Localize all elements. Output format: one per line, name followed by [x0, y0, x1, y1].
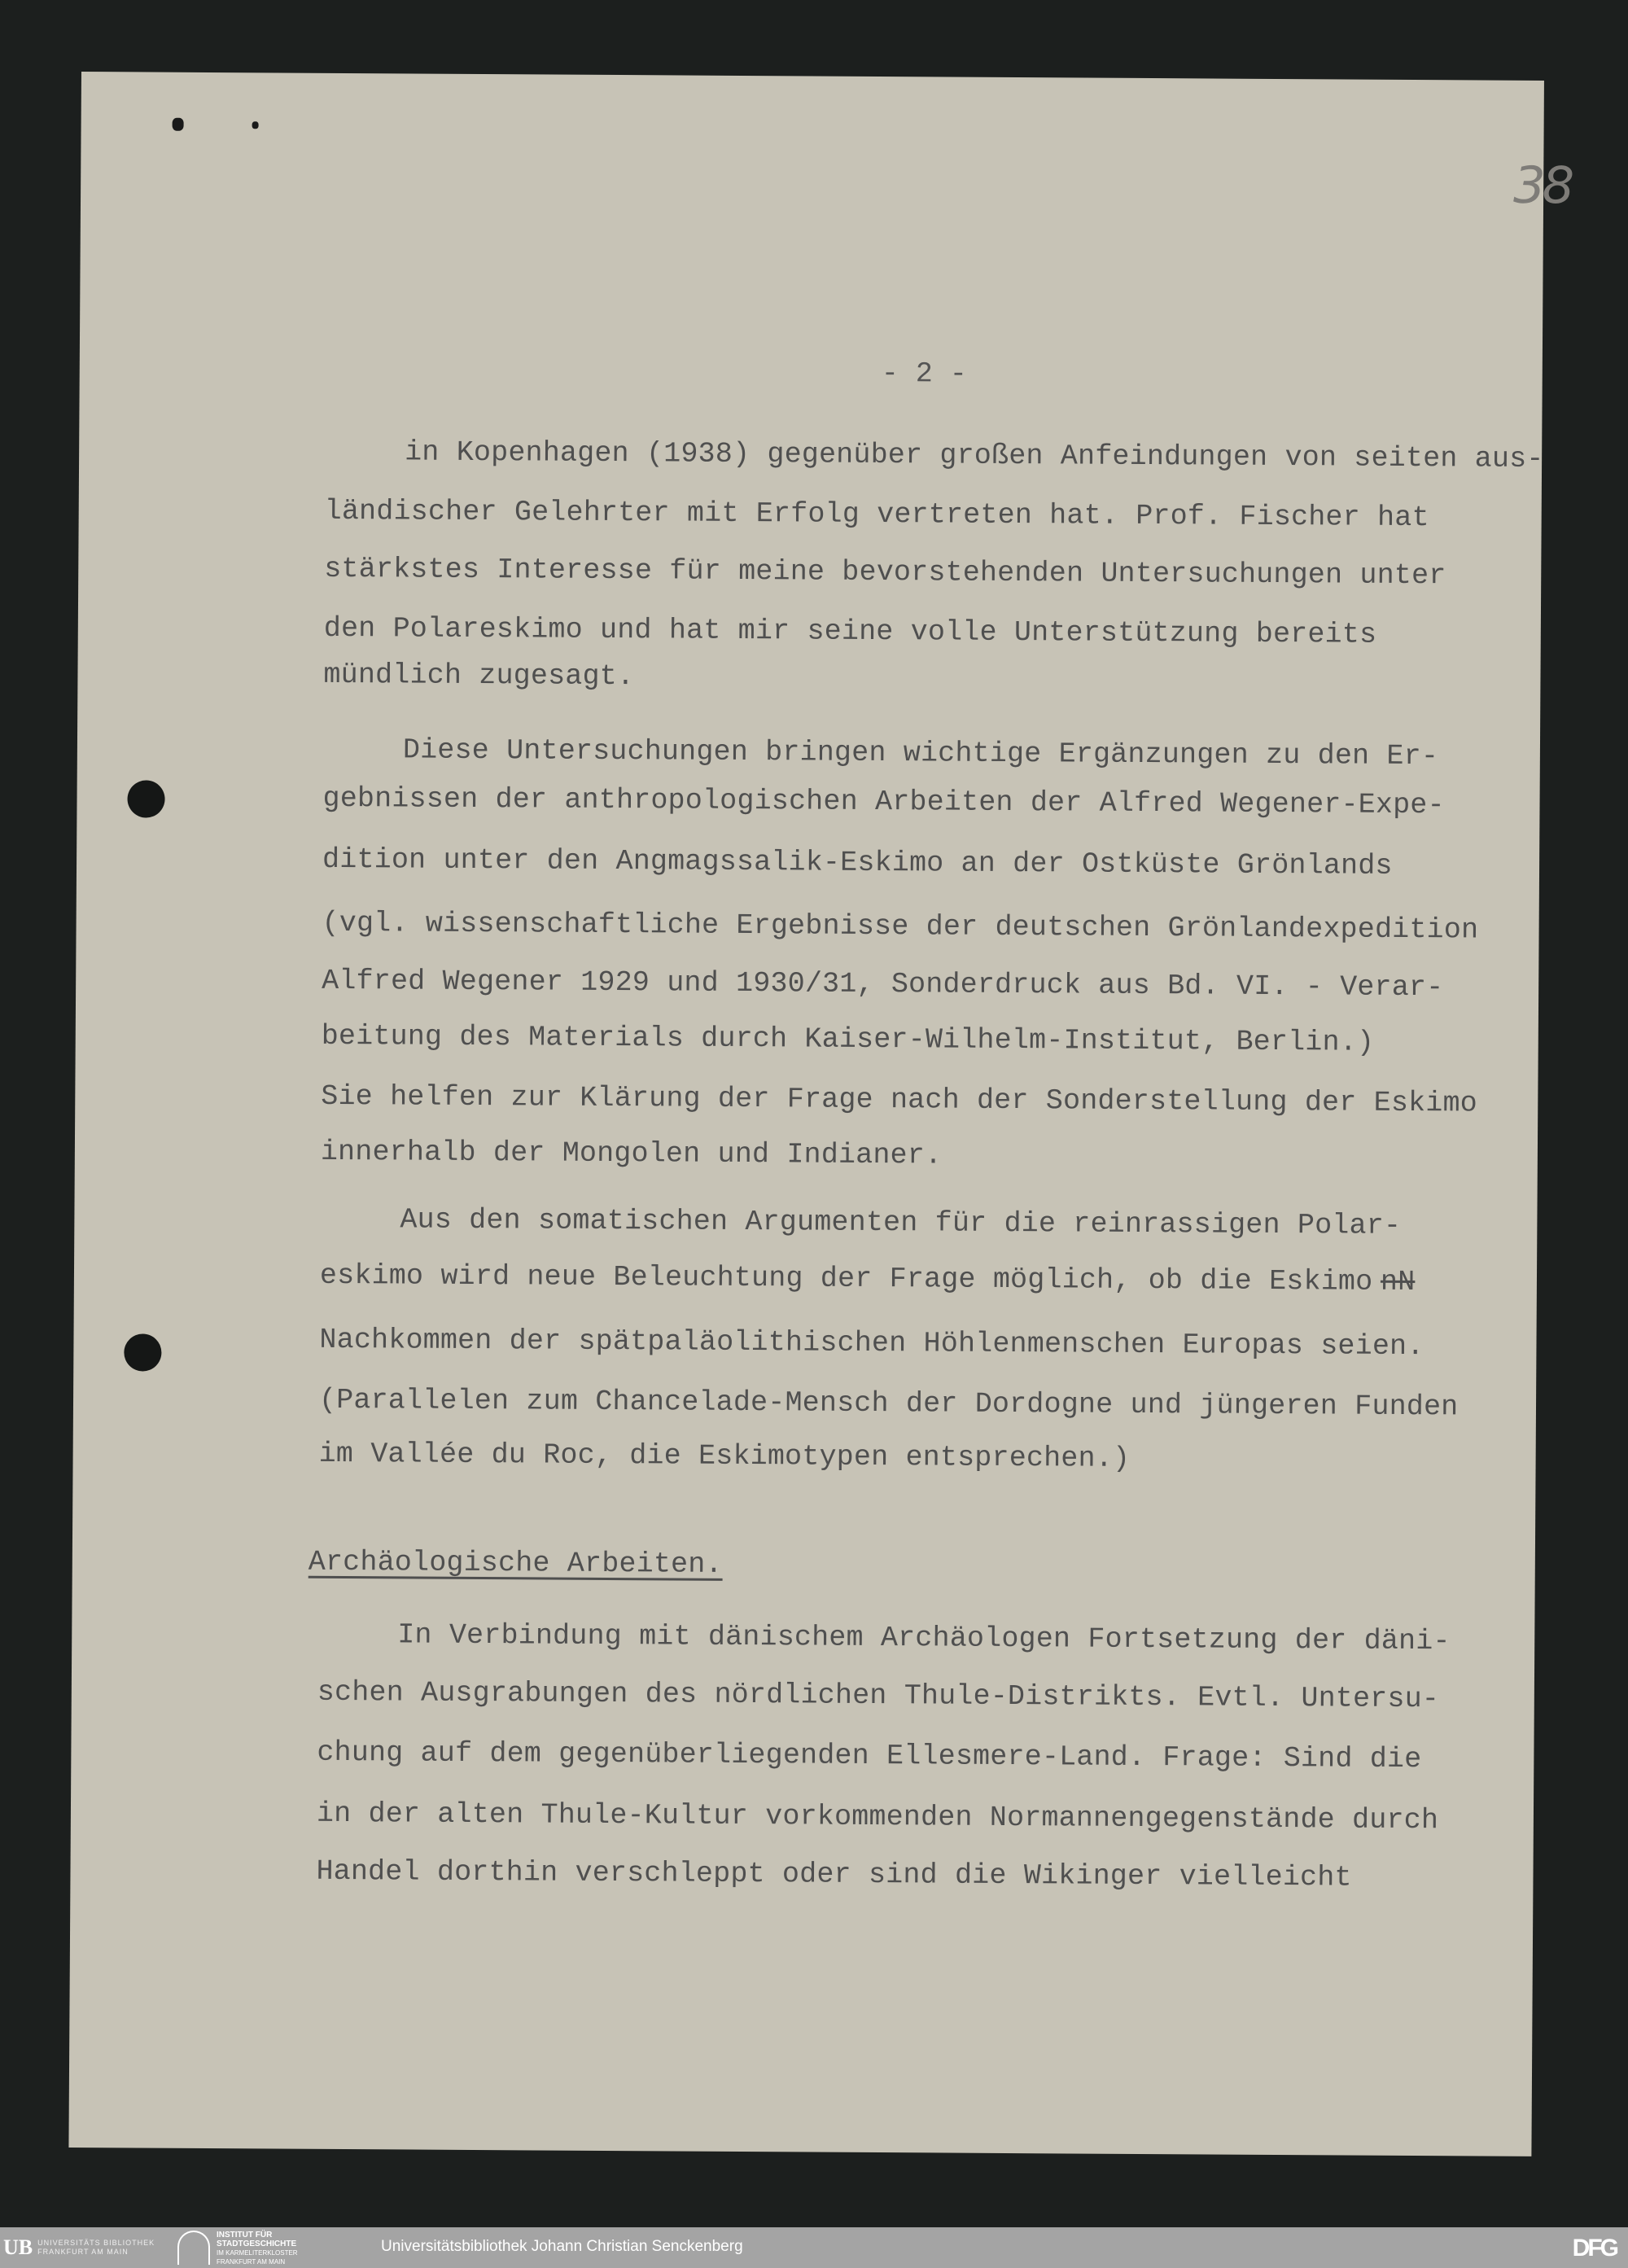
ub-name: UNIVERSITÄTS BIBLIOTHEK: [37, 2239, 155, 2247]
text-line: chung auf dem gegenüberliegenden Ellesmere-Land. Frage: Sind die: [317, 1736, 1422, 1776]
page-number: - 2 -: [881, 357, 967, 391]
text-line: (vgl. wissenschaftliche Ergebnisse der deutschen Grönlandexpedition: [322, 906, 1479, 947]
text-line: ländischer Gelehrter mit Erfolg vertreten hat. Prof. Fischer hat: [324, 494, 1429, 535]
ink-mark: [252, 121, 259, 129]
section-heading: Archäologische Arbeiten.: [308, 1545, 723, 1581]
footer-bar: [0, 2227, 1628, 2268]
text-line: Diese Untersuchungen bringen wichtige Ergänzungen zu den Er-: [402, 733, 1439, 773]
document-body: [81, 72, 1544, 1894]
text-line: (Parallelen zum Chancelade-Mensch der Dordogne und jüngeren Funden: [318, 1383, 1459, 1424]
handwritten-folio-number: 38: [1512, 155, 1572, 216]
text-line: innerhalb der Mongolen und Indianer.: [320, 1135, 943, 1172]
text-line: stärkstes Interesse für meine bevorstehenden Untersuchungen unter: [324, 552, 1446, 593]
isg-sub-1: IM KARMELITERKLOSTER: [217, 2249, 298, 2257]
isg-sub-2: FRANKFURT AM MAIN: [217, 2258, 286, 2266]
text-line: im Vallée du Roc, die Eskimotypen entsprechen.): [318, 1437, 1131, 1475]
arch-icon: [177, 2231, 210, 2265]
text-line: schen Ausgrabungen des nördlichen Thule-Distrikts. Evtl. Untersu-: [317, 1675, 1440, 1716]
ub-logo[interactable]: [3, 2231, 155, 2265]
text-line: mündlich zugesagt.: [323, 658, 635, 694]
library-name[interactable]: Universitätsbibliothek Johann Christian Senckenberg: [381, 2238, 743, 2255]
dfg-logo[interactable]: DFG: [1572, 2235, 1617, 2261]
ub-city: FRANKFURT AM MAIN: [37, 2248, 129, 2256]
isg-name-2: STADTGESCHICHTE: [217, 2240, 297, 2248]
text-line: in der alten Thule-Kultur vorkommenden Normannengegenstände durch: [316, 1797, 1439, 1837]
text-line: Handel dorthin verschleppt oder sind die Wikinger vielleicht: [316, 1854, 1352, 1894]
document-page: [68, 72, 1572, 2156]
text-line: Aus den somatischen Argumenten für die reinrassigen Polar-: [400, 1203, 1402, 1242]
ub-logo-text: UB: [3, 2235, 33, 2259]
struck-text: nN: [1380, 1265, 1416, 1299]
text-line: gebnissen der anthropologischen Arbeiten der Alfred Wegener-Expe-: [322, 782, 1445, 822]
text-line: Alfred Wegener 1929 und 1930/31, Sonderdruck aus Bd. VI. - Verar-: [322, 964, 1444, 1005]
text-line: In Verbindung mit dänischem Archäologen Fortsetzung der däni-: [397, 1618, 1451, 1658]
text-line: dition unter den Angmagssalik-Eskimo an der Ostküste Grönlands: [322, 843, 1393, 882]
punch-hole: [127, 780, 164, 817]
isg-name-1: INSTITUT FÜR: [217, 2231, 273, 2240]
ink-mark: [173, 118, 184, 131]
text-line: Sie helfen zur Klärung der Frage nach der Sonderstellung der Eskimo: [321, 1079, 1478, 1120]
text-line: Nachkommen der spätpaläolithischen Höhlenmenschen Europas seien.: [319, 1323, 1424, 1364]
punch-hole: [124, 1333, 161, 1371]
text-line: den Polareskimo und hat mir seine volle Unterstützung bereits: [323, 611, 1377, 651]
text-line: eskimo wird neue Beleuchtung der Frage möglich, ob die Eskimo: [319, 1259, 1373, 1298]
text-line: in Kopenhagen (1938) gegenüber großen Anfeindungen von seiten aus-: [405, 436, 1544, 475]
text-line: beitung des Materials durch Kaiser-Wilhelm-Institut, Berlin.): [321, 1019, 1375, 1059]
isg-logo[interactable]: [177, 2231, 298, 2266]
